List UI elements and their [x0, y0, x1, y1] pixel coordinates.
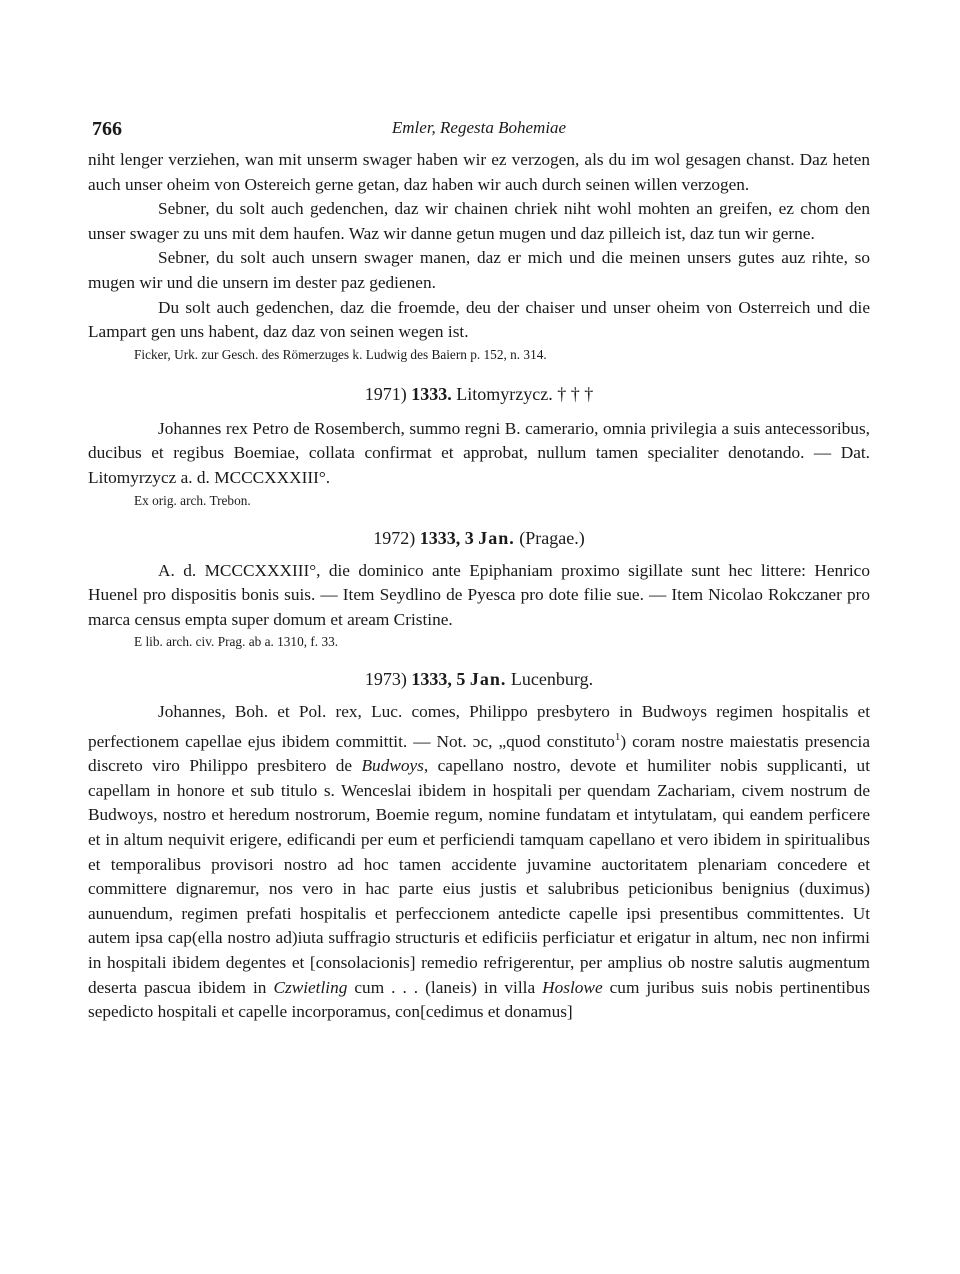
entry-crosses: † † † [557, 383, 594, 404]
entry-month: Jan. [478, 527, 515, 548]
entry-month: Jan. [469, 669, 507, 690]
text-segment: , capellano nostro, devote et humiliter nobis supplicanti, ut capellam in honore et sub titulo s. Wenceslai ibidem in hospitali per quendam Zachariam, civem nostrum de Budwoys, nostro et heredum nostrorum, Boemie regum, nomine fundatam et intytulatam, qui eandem perficere et in altum nequivit erigere, edificandi per eum et perficiendi tamquam capellano et vero ibidem in spiritualibus et temporalibus provisori nostro ad hoc tamen accidente juvamine auctoritatem plenariam concedere et committere dignaremur, nos vero in hac parte eius justis et salubribus peticionibus benignius (duximus) aunuendum, regimen prefati hospitalis et perfeccionem antedicte capelle ipsi presentibus committentes. Ut autem ipsa cap(ella nostro ad)iuta suffragio structuris et edificiis perficiatur et erigatur in altum, nec non infirmi in hospitali ibidem degentes et [consolacionis] remedio refrigerentur, per amplius ob nostre salutis augmentum deserta pascua ibidem in [88, 756, 870, 997]
text-segment: Johannes, Boh. et Pol. rex, Luc. comes, Philippo presbytero in Budwoys regimen hospitalis et perfectionem capellae ejus ibidem committit. — Not. ɔc, „quod constituto [88, 702, 870, 751]
entry-number: 1973) [364, 669, 407, 690]
source-citation: E lib. arch. civ. Prag. ab a. 1310, f. 33. [134, 634, 339, 650]
entry-heading-1972 [88, 525, 870, 551]
text-segment: cum juribus suis nobis pertinentibus sepedicto hospitali et capelle incorporamus, con[cedimus et donamus] [88, 977, 870, 1022]
entry-text-1972: A. d. MCCCXXXIII°, die dominico ante Epiphaniam proximo sigillate sunt hec littere: Henrico Huenel pro dispositis bonis suis. — Item Seydlino de Pyesca pro dote filie sue. — Item Nicolao Rokczaner pro marca census empta super domum et aream Cristine. [88, 560, 870, 629]
entry-date: 1333, 3 [419, 527, 474, 548]
running-title: Emler, Regesta Bohemiae [391, 118, 567, 137]
entry-heading-1973 [88, 666, 870, 692]
place-name-italic: Hoslowe [542, 977, 603, 997]
footnote-mark: 1 [614, 730, 621, 743]
entry-place: (Pragae.) [519, 527, 585, 548]
entry-date: 1333, 5 [411, 669, 466, 690]
entry-text-1971: Johannes rex Petro de Rosemberch, summo regni B. camerario, omnia privilegia a suis antecessoribus, ducibus et regibus Boemiae, collata confirmat et approbat, nullum tamen specialiter denotando. — Dat. Litomyrzycz a. d. MCCCXXXIII°. [88, 418, 870, 487]
place-name-italic: Budwoys [361, 756, 424, 776]
place-name-italic: Czwietling [273, 977, 348, 997]
entry-number: 1971) [364, 383, 407, 404]
text-segment: ) coram nostre maiestatis presencia discreto viro Philippo presbitero de [88, 731, 870, 776]
page-header [88, 108, 870, 148]
entry-text-1973 [88, 700, 870, 1024]
page-number: 766 [92, 118, 122, 140]
source-citation: Ex orig. arch. Trebon. [134, 492, 251, 508]
entry-heading-1971 [88, 381, 870, 407]
document-page [88, 108, 870, 1025]
continuation-paragraph-1: niht lenger verziehen, wan mit unserm swager haben wir ez verzogen, als du im wol gesagen chanst. Daz heten auch unser oheim von Ostereich gerne getan, daz haben wir auch durch seinen willen verzogen. [88, 150, 870, 194]
text-segment: cum . . . (laneis) in villa [354, 977, 536, 997]
continuation-paragraph-4: Du solt auch gedenchen, daz die froemde, deu der chaiser und unser oheim von Osterreich und die Lampart gen uns habent, daz daz von seinen wegen ist. [88, 297, 870, 342]
entry-year: 1333. [411, 383, 452, 404]
entry-number: 1972) [373, 527, 416, 548]
source-citation: Ficker, Urk. zur Gesch. des Römerzuges k. Ludwig des Baiern p. 152, n. 314. [134, 346, 547, 362]
continuation-paragraph-3: Sebner, du solt auch unsern swager manen, daz er mich und die meinen unsers gutes auz rihte, so mugen wir und die unsern im dester paz gedienen. [88, 248, 870, 292]
entry-place: Litomyrzycz. [456, 383, 553, 404]
continuation-paragraph-2: Sebner, du solt auch gedenchen, daz wir chainen chriek niht wohl mohten an greifen, ez chom den unser swager zu uns mit dem haufen. Waz wir danne getun mugen und daz pilleich ist, daz tun wir gerne. [88, 199, 870, 243]
entry-place: Lucenburg. [510, 669, 594, 690]
